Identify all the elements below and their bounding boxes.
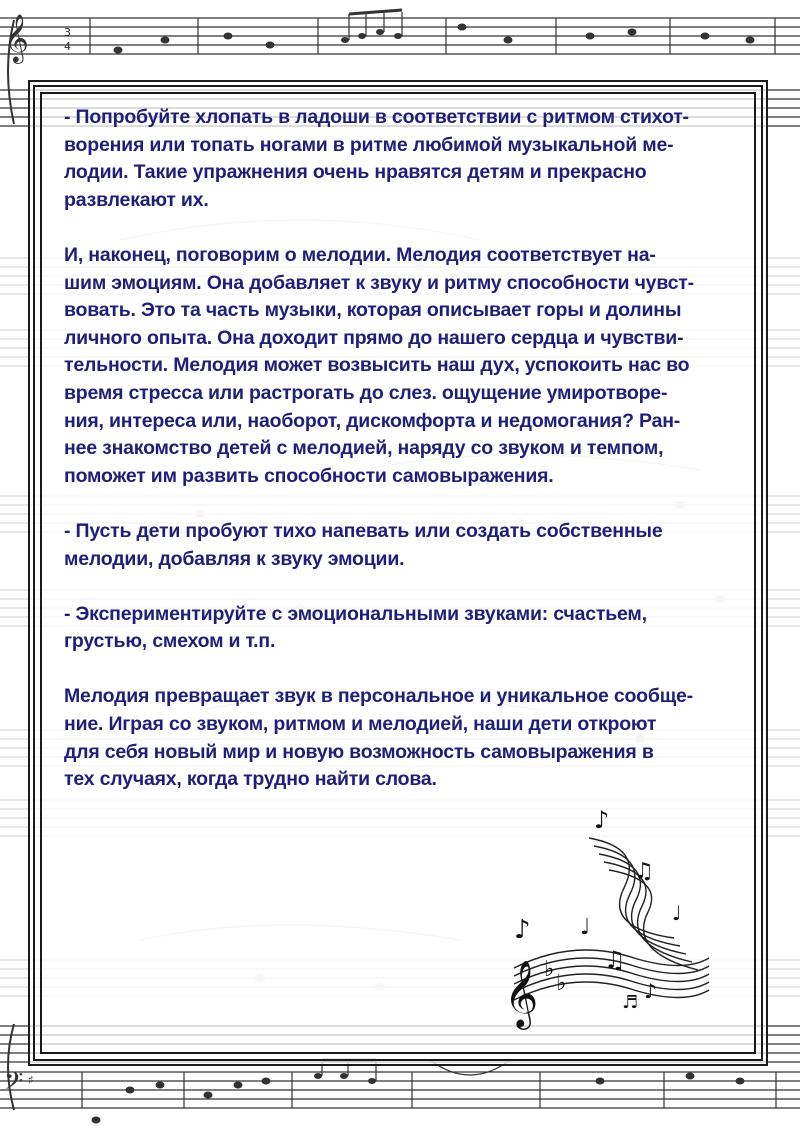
svg-text:♬: ♬ bbox=[622, 992, 639, 1013]
svg-text:♫: ♫ bbox=[634, 859, 654, 884]
article-text bbox=[64, 104, 744, 794]
svg-text:♩: ♩ bbox=[672, 901, 682, 925]
paragraph-clapping: - Попробуйте хлопать в ладоши в соответствии с ритмом стихот- ворения или топать ногами в ритме любимой музыкальной ме- лодии. Такие упражнения очень нравятся детям и прекрасно развлекают их. bbox=[64, 106, 689, 211]
svg-text:♯: ♯ bbox=[28, 1073, 34, 1087]
svg-text:4: 4 bbox=[64, 40, 71, 53]
svg-text:3: 3 bbox=[64, 26, 71, 39]
treble-clef-icon: 𝄞 bbox=[504, 959, 539, 1027]
paragraph-conclusion: Мелодия превращает звук в персональное и уникальное сообще- ние. Играя со звуком, ритмом и мелодией, наши дети откроют для себя новый мир и новую возможность самовыражения в тех случаях, когда трудно найти слова. bbox=[64, 685, 693, 791]
svg-text:♪: ♪ bbox=[644, 979, 657, 1003]
svg-text:♩: ♩ bbox=[580, 915, 591, 940]
svg-text:♭: ♭ bbox=[556, 971, 567, 996]
paragraph-emotional-sounds: - Экспериментируйте с эмоциональными звуками: счастьем, грустью, смехом и т.п. bbox=[64, 602, 647, 653]
svg-text:♪: ♪ bbox=[594, 808, 610, 834]
bass-clef-icon: 𝄢 bbox=[4, 1067, 24, 1102]
treble-clef-icon: 𝄞 bbox=[4, 13, 29, 62]
top-staff-notes bbox=[114, 24, 755, 54]
paragraph-humming: - Пусть дети пробуют тихо напевать или создать собственные мелодии, добавляя к звуку эмоции. bbox=[64, 519, 663, 570]
paragraph-melody: И, наконец, поговорим о мелодии. Мелодия соответствует на- шим эмоциям. Она добавляет к звуку и ритму способности чувст- вовать. Это та часть музыки, которая описывает горы и долины личного опыта. Она доходит прямо до нашего сердца и чувстви- тельности. Мелодия может возвысить наш дух, успокоить нас во время стресса или растрогать до слез. ощущение умиротворе- ния, интереса или, наоборот, дискомфорта и недомогания? Ран- нее знакомство детей с мелодией, наряду со звуком и темпом, поможет им развить способности самовыражения. bbox=[64, 243, 694, 487]
music-notes-ornament bbox=[494, 808, 724, 1038]
svg-text:♫: ♫ bbox=[604, 946, 626, 974]
svg-text:♭: ♭ bbox=[544, 957, 555, 982]
svg-text:♪: ♪ bbox=[514, 915, 531, 945]
